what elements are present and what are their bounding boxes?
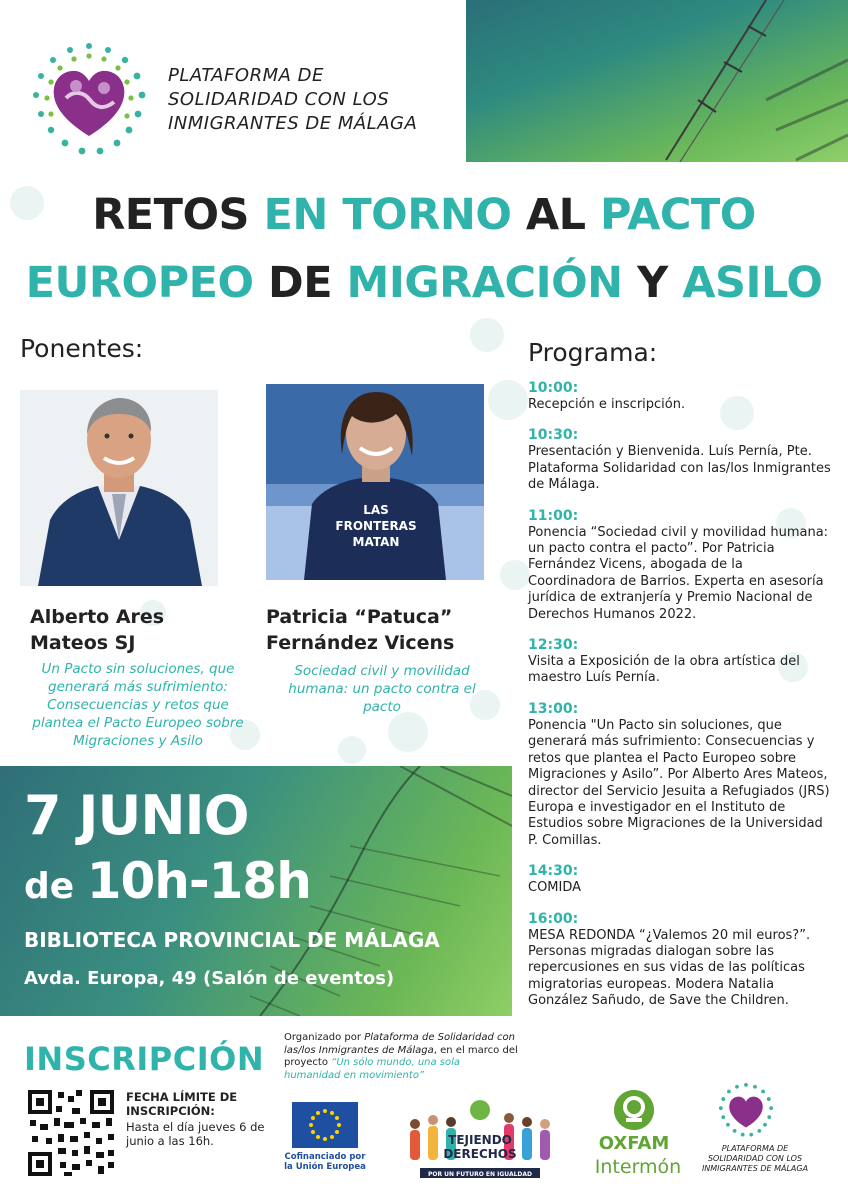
program-time: 14:30: [528,863,579,880]
program-time: 16:00: [528,910,579,927]
title-word: EUROPEO [25,258,268,308]
organization-name-small [700,1144,810,1174]
speaker-name-line: Fernández Vicens [266,632,455,654]
event-title-line2 [0,258,848,308]
speaker-name-patricia [266,604,506,656]
organizer-note [284,1032,518,1082]
talk-title-alberto [14,660,262,750]
background-dot [388,712,428,752]
org-name-small-line: PLATAFORMA DE [721,1144,789,1153]
svg-text:LAS: LAS [363,503,389,517]
speaker-name-line: Mateos SJ [30,632,136,654]
svg-text:FRONTERAS: FRONTERAS [335,519,417,533]
talk-title-patricia [262,662,502,716]
event-venue: BIBLIOTECA PROVINCIAL DE MÁLAGA [24,928,440,952]
organizer-name: Plataforma de Solidaridad con las/los Inmigrantes de Málaga [284,1032,515,1056]
program-desc: Recepción e inscripción. [528,397,686,412]
title-word: RETOS [92,190,264,240]
talk-line: humana: un pacto contra el [288,681,476,697]
program-item [528,863,834,896]
time-prefix: de [24,866,87,907]
speakers-heading: Ponentes: [20,334,144,363]
talk-line: Sociedad civil y movilidad [294,663,470,679]
svg-text:MATAN: MATAN [352,535,400,549]
title-word: MIGRACIÓN [346,258,638,308]
speaker-name-line: Alberto Ares [30,606,165,628]
program-desc: COMIDA [528,880,582,896]
event-title-line1 [0,190,848,240]
project-name: “Un sólo mundo, una sola humanidad en movimiento” [284,1057,461,1081]
background-dot [500,560,530,590]
organizer-prefix: Organizado por [284,1032,365,1043]
background-dot [470,318,504,352]
program-desc: Presentación y Bienvenida. Luís Pernía, Pte. Plataforma Solidaridad con las/los Inmigrantes de Málaga. [528,444,831,493]
background-dot [338,736,366,764]
platform-logo [30,40,148,158]
program-item [528,380,834,413]
title-word: AL [525,190,600,240]
program-desc: Ponencia "Un Pacto sin soluciones, que generará más sufrimiento: Consecuencias y retos que plantea el Pacto Europeo sobre Migraciones y Asilo”. Por Alberto Ares Mateos, director del Servicio Jesuita a Refugiados (JRS) Europa e investigador en el Instituto de Estudios sobre Migraciones de la Universidad P. Comillas. [528,717,830,848]
program-item [528,637,834,687]
speaker-photo-patricia [266,384,484,580]
program-desc: MESA REDONDA “¿Valemos 20 mil euros?”. Personas migradas dialogan sobre las repercusiones en sus vidas de las políticas migratorias europeas. Modera Natalia González Sañudo, de Save the Children. [528,927,811,1009]
eu-flag-logo [292,1102,358,1148]
program-list [528,380,834,1024]
speaker-name-alberto [30,604,250,656]
talk-line: plantea el Pacto Europeo sobre [32,715,244,731]
deadline-label: FECHA LÍMITE DE INSCRIPCIÓN: [126,1090,238,1118]
talk-line: generará más sufrimiento: [48,679,228,695]
background-dot [488,380,528,420]
program-time: 13:00: [528,700,579,717]
talk-line: pacto [363,699,401,715]
event-date: 7 JUNIO [24,784,249,847]
program-desc: Visita a Exposición de la obra artística del maestro Luís Pernía. [528,654,800,686]
program-time: 10:00: [528,380,579,396]
org-name-small-line: SOLIDARIDAD CON LOS [707,1154,803,1163]
program-heading: Programa: [528,338,658,367]
barbed-wire-photo [466,0,848,162]
tejiendo-tagline: POR UN FUTURO EN IGUALDAD [427,1171,533,1178]
program-time: 11:00: [528,507,579,524]
org-name-line: SOLIDARIDAD CON LOS [168,89,390,110]
title-word: ASILO [682,258,823,308]
speaker-name-line: Patricia “Patuca” [266,606,453,628]
title-word: EN TORNO [263,190,526,240]
talk-line: Un Pacto sin soluciones, que [41,661,235,677]
time-hours: 10h-18h [86,852,311,910]
title-word: Y [637,258,683,308]
program-time: 12:30: [528,637,579,654]
oxfam-subtitle: Intermón [594,1156,682,1178]
tejiendo-derechos-logo [392,1094,568,1186]
program-item [528,701,834,849]
talk-line: Consecuencias y retos que [47,697,229,713]
program-item [528,508,834,623]
talk-line: Migraciones y Asilo [73,733,203,749]
tejiendo-line2: DERECHOS [443,1147,517,1161]
tejiendo-line1: TEJIENDO [448,1133,512,1147]
title-word: PACTO [600,190,756,240]
org-name-line: PLATAFORMA DE [168,65,324,86]
org-name-small-line: INMIGRANTES DE MÁLAGA [701,1164,809,1173]
organizer-middle: , en el marco del proyecto [284,1044,518,1068]
registration-qr-code[interactable] [26,1088,116,1178]
program-time: 10:30: [528,427,579,444]
oxfam-name: OXFAM [598,1133,670,1154]
program-item [528,911,834,1010]
program-item [528,427,834,493]
oxfam-icon [614,1090,654,1130]
eu-caption: Cofinanciado por la Unión Europea [284,1152,366,1172]
org-name-line: INMIGRANTES DE MÁLAGA [168,113,418,134]
speaker-photo-alberto [20,390,218,586]
registration-heading: INSCRIPCIÓN [24,1040,265,1078]
title-word: DE [268,258,347,308]
event-address: Avda. Europa, 49 (Salón de eventos) [24,968,395,989]
program-desc: Ponencia “Sociedad civil y movilidad humana: un pacto contra el pacto”. Por Patricia Fernández Vicens, abogada de la Coordinadora de Barrios. Experta en asesoría jurídica de extranjería y Premio Nacional de Derechos Humanos 2022. [528,524,829,622]
event-time [24,852,311,910]
deadline-text: Hasta el día jueves 6 de junio a las 16h. [126,1120,265,1148]
platform-logo-small [718,1082,774,1138]
organization-name [168,64,428,136]
